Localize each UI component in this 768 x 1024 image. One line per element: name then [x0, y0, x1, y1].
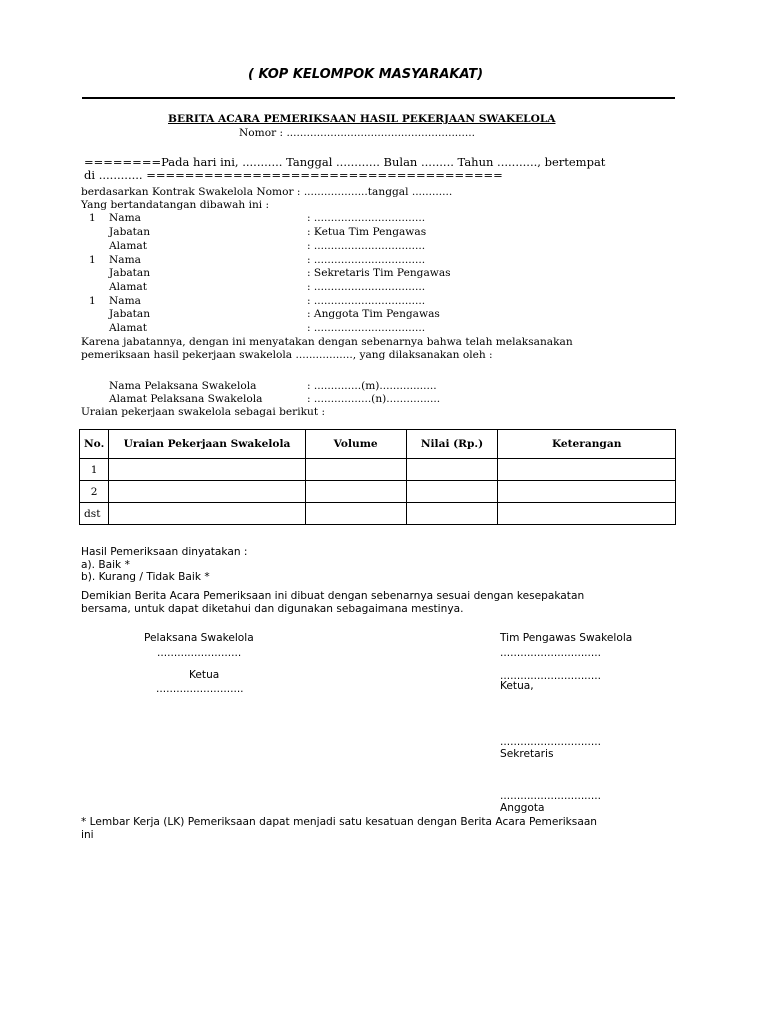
- person-1-nama-label: Nama: [109, 212, 141, 224]
- pelaksana-ketua-label: Ketua: [189, 669, 220, 681]
- alamat-pelaksana-value: : .................(n)................: [307, 393, 441, 405]
- person-3-jabatan-label: Jabatan: [109, 308, 151, 320]
- table-row: [80, 481, 676, 503]
- hasil-option-a: a). Baik *: [81, 559, 130, 571]
- person-3-nama-value: : .................................: [307, 295, 426, 307]
- alamat-pelaksana-label: Alamat Pelaksana Swakelola: [109, 393, 263, 405]
- table-cell-keterangan: [498, 503, 676, 525]
- pelaksana-sign-title: Pelaksana Swakelola: [144, 632, 254, 644]
- demikian-line-1: Demikian Berita Acara Pemeriksaan ini dibuat dengan sebenarnya sesuai dengan kesepakatan: [81, 590, 585, 602]
- pengawas-anggota-dots: ..............................: [500, 790, 602, 802]
- kop-heading: ( KOP KELOMPOK MASYARAKAT): [248, 67, 484, 82]
- table-header-nilai: Nilai (Rp.): [406, 430, 498, 459]
- hasil-option-b: b). Kurang / Tidak Baik *: [81, 571, 210, 583]
- table-cell-uraian: [109, 503, 306, 525]
- person-1-alamat-label: Alamat: [109, 240, 147, 252]
- table-cell-volume: [305, 459, 406, 481]
- person-1-nama-value: : .................................: [307, 212, 426, 224]
- pengawas-ketua-dots: ..............................: [500, 670, 602, 682]
- table-cell-volume: [305, 503, 406, 525]
- intro-line-1: ========Pada hari ini, ........... Tanggal ............ Bulan ......... Tahun ..........., bertempat: [84, 155, 606, 169]
- uraian-table: [79, 429, 676, 525]
- demikian-line-2: bersama, untuk dapat diketahui dan digunakan sebagaimana mestinya.: [81, 603, 464, 615]
- person-2-jabatan-value: : Sekretaris Tim Pengawas: [307, 267, 451, 279]
- table-cell-volume: [305, 481, 406, 503]
- table-cell-keterangan: [498, 481, 676, 503]
- person-2-number: 1: [89, 254, 96, 266]
- nomor-line: Nomor : ........................................................: [239, 127, 476, 139]
- table-cell-no: 1: [80, 459, 109, 481]
- person-2-nama-label: Nama: [109, 254, 141, 266]
- person-1-jabatan-value: : Ketua Tim Pengawas: [307, 226, 427, 238]
- pelaksana-sign-dots: .........................: [157, 647, 242, 659]
- table-header-keterangan: Keterangan: [498, 430, 676, 459]
- pengawas-sekretaris-dots: ..............................: [500, 736, 602, 748]
- footnote-line-1: * Lembar Kerja (LK) Pemeriksaan dapat menjadi satu kesatuan dengan Berita Acara Pemeriksaan: [81, 816, 598, 828]
- pengawas-anggota-label: Anggota: [500, 802, 545, 814]
- table-header-uraian: Uraian Pekerjaan Swakelola: [109, 430, 306, 459]
- pelaksana-label: Nama Pelaksana Swakelola: [109, 380, 257, 392]
- table-cell-nilai: [406, 459, 498, 481]
- table-cell-nilai: [406, 503, 498, 525]
- table-cell-nilai: [406, 481, 498, 503]
- person-2-alamat-label: Alamat: [109, 281, 147, 293]
- person-3-nama-label: Nama: [109, 295, 141, 307]
- uraian-intro: Uraian pekerjaan swakelola sebagai berikut :: [81, 406, 326, 418]
- person-2-jabatan-label: Jabatan: [109, 267, 151, 279]
- table-cell-no: 2: [80, 481, 109, 503]
- table-cell-uraian: [109, 459, 306, 481]
- karena-line-1: Karena jabatannya, dengan ini menyatakan dengan sebenarnya bahwa telah melaksanakan: [81, 336, 573, 348]
- intro-line-2: di ............ =====================================: [84, 168, 503, 182]
- pelaksana-ketua-dots: ..........................: [156, 683, 244, 695]
- person-3-alamat-label: Alamat: [109, 322, 147, 334]
- person-1-jabatan-label: Jabatan: [109, 226, 151, 238]
- kontrak-line: berdasarkan Kontrak Swakelola Nomor : ...................tanggal ............: [81, 186, 453, 198]
- table-row: [80, 459, 676, 481]
- document-title: BERITA ACARA PEMERIKSAAN HASIL PEKERJAAN SWAKELOLA: [168, 113, 556, 125]
- person-1-number: 1: [89, 212, 96, 224]
- person-3-alamat-value: : .................................: [307, 322, 426, 334]
- person-3-jabatan-value: : Anggota Tim Pengawas: [307, 308, 440, 320]
- signed-intro: Yang bertandatangan dibawah ini :: [81, 199, 270, 211]
- table-header-volume: Volume: [305, 430, 406, 459]
- table-header-row: [80, 430, 676, 459]
- person-2-alamat-value: : .................................: [307, 281, 426, 293]
- pengawas-ketua-label: Ketua,: [500, 680, 534, 692]
- person-1-alamat-value: : .................................: [307, 240, 426, 252]
- table-row: [80, 503, 676, 525]
- pelaksana-value: : ..............(m).................: [307, 380, 437, 392]
- person-3-number: 1: [89, 295, 96, 307]
- pengawas-sign-dots: ..............................: [500, 647, 602, 659]
- pengawas-sekretaris-label: Sekretaris: [500, 748, 554, 760]
- pengawas-sign-title: Tim Pengawas Swakelola: [500, 632, 633, 644]
- karena-line-2: pemeriksaan hasil pekerjaan swakelola ................., yang dilaksanakan oleh :: [81, 349, 493, 361]
- hasil-label: Hasil Pemeriksaan dinyatakan :: [81, 546, 248, 558]
- footnote-line-2: ini: [81, 829, 94, 841]
- person-2-nama-value: : .................................: [307, 254, 426, 266]
- table-cell-uraian: [109, 481, 306, 503]
- header-rule: [82, 97, 675, 99]
- table-header-no: No.: [80, 430, 109, 459]
- table-cell-no: dst: [80, 503, 109, 525]
- table-cell-keterangan: [498, 459, 676, 481]
